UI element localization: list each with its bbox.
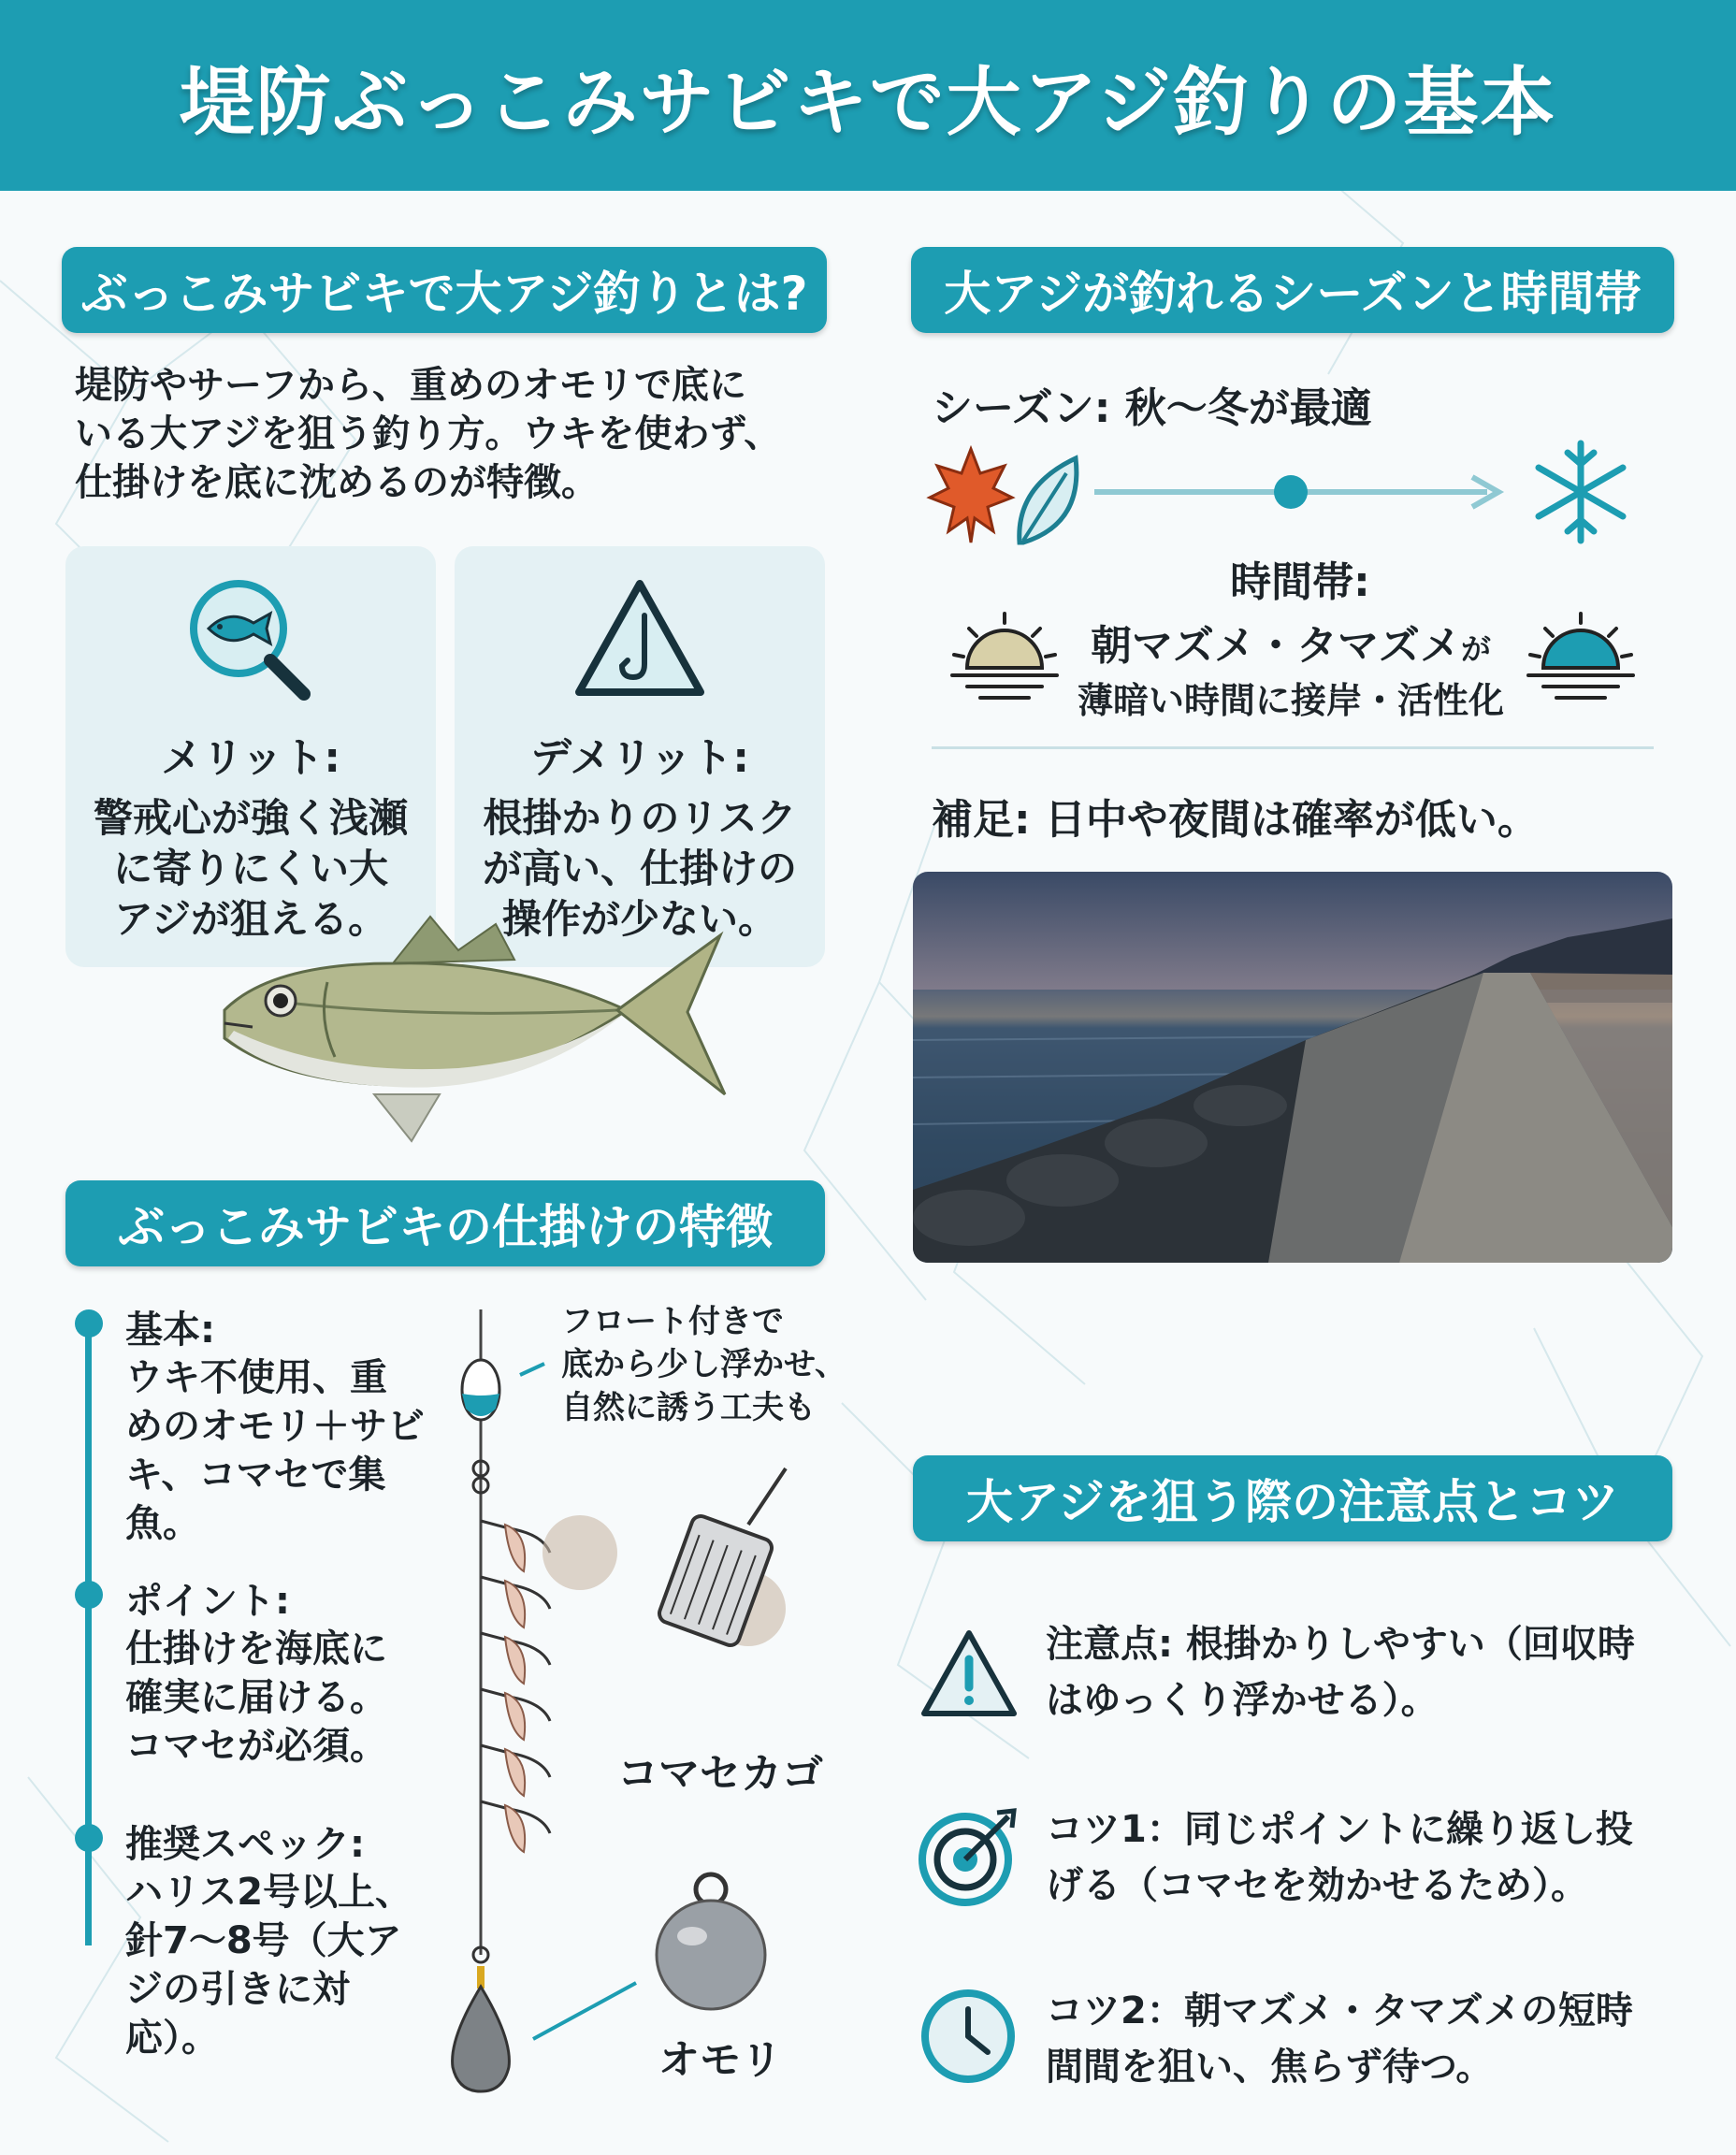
sunset-icon [1525,610,1637,703]
rig-heading-text: ぶっこみサビキの仕掛けの特徴 [118,1200,773,1254]
rig-item-body [125,1353,481,1548]
merit-card [65,546,436,967]
rig-line: 確実に届ける。 [125,1676,387,1719]
chum-feeder-icon [542,1468,786,1648]
time-label: 時間帯: [1230,558,1370,606]
float-note-line: 底から少し浮かせ、 [561,1346,846,1383]
rig-line: 針7〜8号（大ア [125,1919,402,1962]
rig-line: 魚。 [125,1502,200,1545]
rig-item-head: 基本: [125,1309,215,1352]
tip-caution [1046,1616,1700,1728]
tip-1 [1046,1801,1700,1914]
time-main-suffix: が [1460,631,1491,667]
demerit-line: が高い、仕掛けの [482,846,797,891]
breakwater-scene [913,872,1672,1263]
time-main [1066,612,1515,672]
tips-heading [913,1455,1672,1541]
rig-bullet-line [85,1328,92,1945]
rig-line: 応）。 [125,2017,219,2060]
leaf-icon [1020,458,1077,542]
rig-bullet-dot [75,1309,103,1338]
rig-line: 仕掛けを海底に [125,1627,387,1670]
float-icon [462,1360,499,1420]
rig-item-basic [125,1300,481,1548]
intro-heading [62,247,827,333]
intro-line: 仕掛けを底に沈めるのが特徴。 [75,461,599,504]
time-main-text: 朝マズメ・タマズメ [1090,622,1461,670]
sinker-label: オモリ [658,2036,782,2084]
rig-item-body [125,1868,481,2062]
rig-item-point [125,1571,481,1771]
season-label: シーズン: 秋〜冬が最適 [932,384,1372,432]
rig-heading [65,1180,825,1266]
season-heading [911,247,1674,333]
rig-item-spec [125,1815,481,2062]
float-note [561,1300,861,1429]
page-title: 堤防ぶっこみサビキで大アジ釣りの基本 [179,58,1557,146]
maple-leaf-icon [930,449,1012,542]
season-progression-graphic [926,440,1674,552]
rig-line: キ、コマセで集 [125,1454,386,1497]
warning-icon [919,1627,1020,1721]
intro-heading-text: ぶっこみサビキで大アジ釣りとは? [80,267,808,321]
magnifier-fish-icon [181,571,321,711]
sinker-icon [453,1987,510,2091]
intro-line: いる大アジを狙う釣り方。ウキを使わず、 [75,412,782,456]
snowflake-icon [1539,443,1623,541]
merit-title: メリット: [161,734,340,782]
season-heading-text: 大アジが釣れるシーズンと時間帯 [944,267,1642,321]
demerit-card [455,546,825,967]
clock-icon [919,1987,1018,2086]
rig-line: コマセが必須。 [125,1725,387,1768]
breakwater-photo [913,872,1672,1263]
title-bar [0,0,1736,191]
tips-heading-text: 大アジを狙う際の注意点とコツ [966,1475,1619,1529]
rig-item-head: ポイント: [125,1580,290,1623]
time-sub: 薄暗い時間に接岸・活性化 [1077,680,1504,721]
ball-sinker-icon [657,1874,765,2009]
demerit-line: 操作が少ない。 [501,896,777,942]
rig-line: ハリス2号以上、 [125,1871,413,1914]
horse-mackerel-illustration [215,907,758,1150]
target-icon [917,1805,1020,1908]
merit-line: に寄りにくい大 [112,846,388,891]
rig-line: ウキ不使用、重 [125,1356,387,1399]
intro-paragraph [75,361,842,507]
tip-2 [1046,1983,1700,2095]
rig-item-head: 推奨スペック: [125,1823,365,1866]
float-note-line: 自然に誘う工夫も [561,1389,816,1426]
season-note: 補足: 日中や夜間は確率が低い。 [932,796,1539,844]
tip-line: げる（コマセを効かせるため）。 [1046,1864,1588,1907]
rig-line: ジの引きに対 [125,1968,350,2011]
tip-line: はゆっくり浮かせる）。 [1046,1679,1439,1722]
rig-bullet-dot [75,1824,103,1852]
rig-bullet-dot [75,1581,103,1609]
season-divider [932,746,1654,749]
sunrise-icon [948,610,1061,703]
tip-line: コツ2：朝マズメ・タマズメの短時 [1046,1989,1633,2032]
merit-line: 警戒心が強く浅瀬 [93,795,408,841]
tip-line: 間間を狙い、焦らず待つ。 [1046,2046,1494,2089]
demerit-title: デメリット: [529,734,750,782]
warning-hook-icon [570,571,710,711]
rig-line: めのオモリ＋サビ [125,1405,425,1448]
tip-line: 注意点: 根掛かりしやすい（回収時 [1046,1623,1635,1666]
tip-line: コツ1：同じポイントに繰り返し投 [1046,1808,1633,1851]
float-note-line: フロート付きで [561,1303,784,1340]
intro-line: 堤防やサーフから、重めのオモリで底に [75,364,746,407]
feeder-label: コマセカゴ [617,1750,823,1798]
demerit-line: 根掛かりのリスク [483,795,797,841]
merit-line: アジが狙える。 [113,896,388,942]
rig-item-body [125,1625,481,1771]
